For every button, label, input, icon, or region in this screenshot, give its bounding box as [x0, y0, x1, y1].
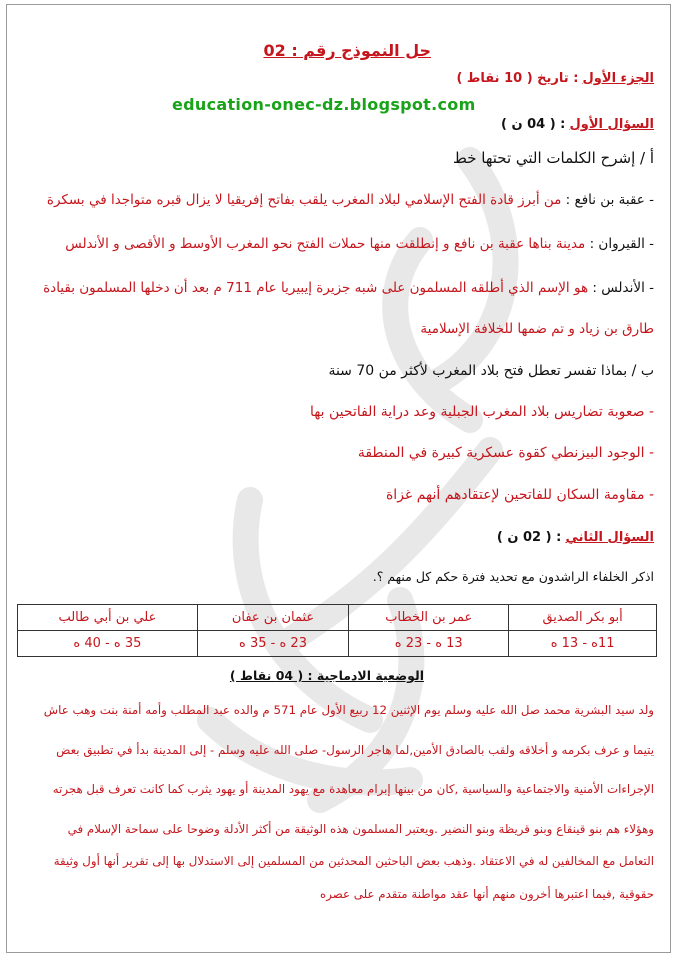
- integration-heading: الوضعية الادماجية : ( 04 نقاط ): [229, 668, 424, 683]
- integration-line-3: الإجراءات الأمنية والاجتماعية والسياسية ,كان من بينها إبرام معاهدة مع يهود المدينة أو يهود يثرب كما كانت تعرف قبل هجرته: [52, 782, 654, 796]
- caliph-period-1: 11ه - 13 ه: [509, 631, 657, 657]
- reason-item-3: - مقاومة السكان للفاتحين لإعتقادهم أنهم غزاة: [385, 487, 654, 503]
- integration-line-5: التعامل مع المخالفين له في الاعتقاد .وذهب بعض الباحثين المحدثين من المسلمين إلى الاستدلال بها إلى تقرير أنها أول وثيقة: [53, 854, 654, 868]
- term-item-1: [47, 192, 654, 208]
- q1-instruction-a: أ / إشرح الكلمات التي تحتها خط: [452, 149, 654, 167]
- q1-points: : ( 04 ن ): [500, 117, 566, 132]
- table-row: [18, 605, 657, 631]
- term-label: - القيروان :: [589, 236, 654, 252]
- q1-label: السؤال الأول: [569, 117, 654, 132]
- caliph-name-4: علي بن أبي طالب: [18, 605, 198, 631]
- q2-instruction: اذكر الخلفاء الراشدون مع تحديد فترة حكم كل منهم ؟.: [372, 569, 654, 584]
- caliph-name-3: عثمان بن عفان: [197, 605, 348, 631]
- term-label: - الأندلس :: [592, 280, 654, 296]
- integration-line-2: يتيما و عرف بكرمه و أخلاقه ولقب بالصادق الأمين,لما هاجر الرسول- صلى الله عليه وسلم - إلى المدينة بدأ في تطبيق بعض: [56, 743, 654, 757]
- term-definition: مدينة بناها عقبة بن نافع و إنطلقت منها حملات الفتح نحو المغرب الأوسط و الأقصى و الأندلس: [65, 236, 586, 252]
- caliphs-table: [17, 604, 657, 657]
- integration-line-1: ولد سيد البشرية محمد صل الله عليه وسلم يوم الإثنين 12 ربيع الأول عام 571 م والده عبد المطلب وأمه أمنة بنت وهب عاش: [43, 703, 654, 717]
- integration-line-6: حقوقية ,فيما اعتبرها أخرون منهم أنها عقد مواطنة متقدم على عصره: [320, 887, 654, 901]
- term-definition: من أبرز قادة الفتح الإسلامي لبلاد المغرب يلقب بفاتح إفريقيا لا يزال قبره متواجدا في بسكرة: [46, 192, 562, 208]
- part1-heading: [456, 71, 654, 86]
- part1-heading-points: : تاريخ ( 10 نقاط ): [456, 71, 579, 86]
- caliph-name-2: عمر بن الخطاب: [349, 605, 509, 631]
- reason-item-2: - الوجود البيزنطي كقوة عسكرية كبيرة في المنطقة: [357, 445, 654, 461]
- integration-line-4: وهؤلاء هم بنو قينقاع وبنو قريظة وبنو النضير .ويعتبر المسلمون هذه الوثيقة من أكثر الأدلة وضوحا على سماحة الإسلام في: [67, 822, 654, 836]
- term-label: - عقبة بن نافع :: [565, 192, 654, 208]
- caliph-period-3: 23 ه - 35 ه: [197, 631, 348, 657]
- q2-points: : ( 02 ن ): [496, 530, 562, 545]
- term-3-continuation: طارق بن زياد و تم ضمها للخلافة الإسلامية: [420, 321, 654, 337]
- part1-heading-label: الجزء الأول: [582, 71, 654, 86]
- term-item-3: [43, 280, 654, 296]
- q1-instruction-b: ب / بماذا تفسر تعطل فتح بلاد المغرب لأكثر من 70 سنة: [328, 363, 654, 379]
- term-item-2: [65, 236, 654, 252]
- term-definition: هو الإسم الذي أطلقه المسلمون على شبه جزيرة إيبيريا عام 711 م بعد أن دخلها المسلمون بقيادة: [43, 280, 589, 296]
- reason-item-1: - صعوبة تضاريس بلاد المغرب الجبلية وعد دراية الفاتحين بها: [309, 404, 654, 420]
- q2-heading: [497, 530, 654, 545]
- q1-heading: [501, 117, 654, 132]
- website-watermark: education-onec-dz.blogspot.com: [172, 95, 476, 114]
- page-title: حل النموذج رقم : 02: [263, 41, 431, 60]
- caliph-name-1: أبو بكر الصديق: [509, 605, 657, 631]
- q2-label: السؤال الثاني: [565, 530, 654, 545]
- table-row: [18, 631, 657, 657]
- caliph-period-2: 13 ه - 23 ه: [349, 631, 509, 657]
- caliph-period-4: 35 ه - 40 ه: [18, 631, 198, 657]
